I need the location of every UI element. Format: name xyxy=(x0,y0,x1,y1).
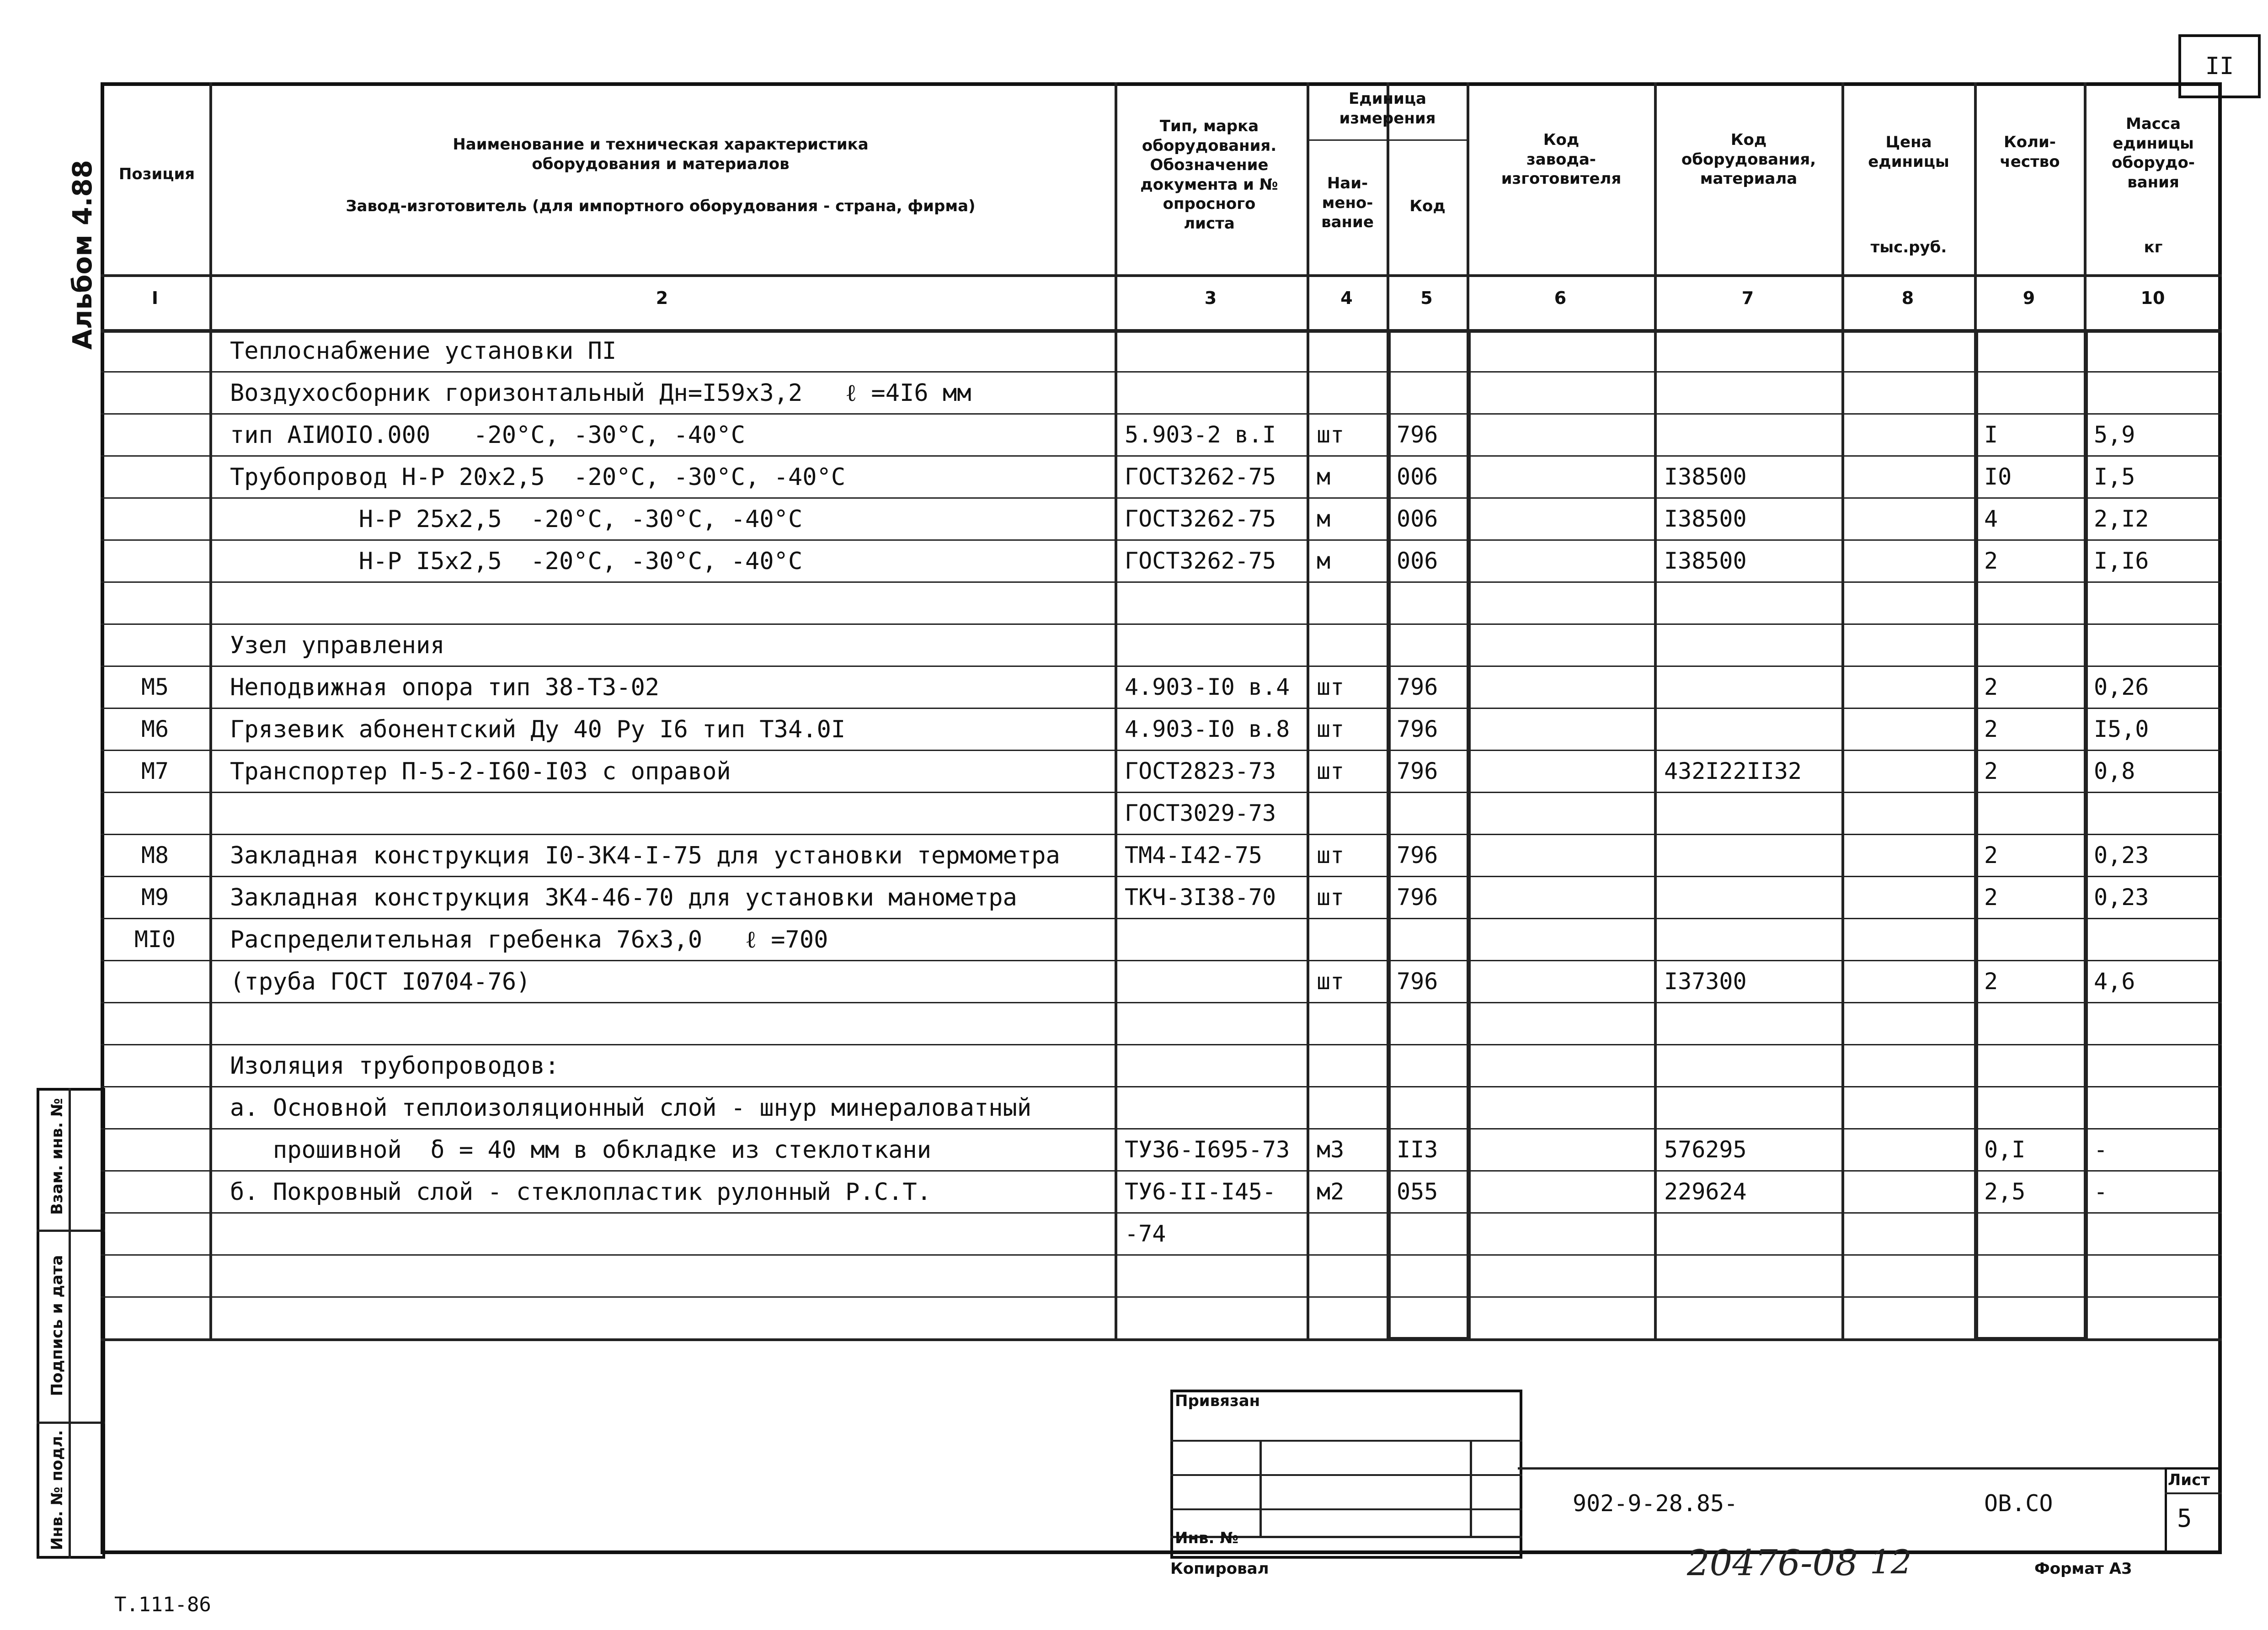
cell-material-code: I38500 xyxy=(1664,463,1747,490)
cell-unit: м xyxy=(1317,548,1331,574)
header-name: Наименование и техническая характеристика оборудования и материалов xyxy=(453,135,869,173)
cell-mass: I,5 xyxy=(2094,463,2135,490)
cell-unit-code: 006 xyxy=(1397,548,1438,574)
cell-position: М7 xyxy=(141,758,169,784)
cell-name: Воздухосборник горизонтальный Дн=I59x3,2 ℓ =4I6 мм xyxy=(230,379,971,407)
header-price: Цена единицы xyxy=(1868,133,1949,171)
cell-name: Трубопровод Н-Р 20x2,5 -20°С, -30°С, -40°С xyxy=(230,463,846,491)
cell-unit: м2 xyxy=(1317,1178,1345,1205)
cell-name: Транспортер П-5-2-I60-I03 с оправой xyxy=(230,758,731,785)
cell-name: Закладная конструкция 3К4-46-70 для установки манометра xyxy=(230,884,1017,911)
side-stamp-podpis: Подпись и дата xyxy=(48,1255,66,1396)
header-mass: Масса единицы оборудо- вания xyxy=(2112,115,2195,192)
cell-mass: 0,8 xyxy=(2094,758,2135,784)
cell-mass: 0,26 xyxy=(2094,674,2149,700)
cell-unit: шт xyxy=(1317,421,1345,448)
column-number: 2 xyxy=(656,288,668,308)
cell-name: Теплоснабжение установки ПI xyxy=(230,337,617,365)
cell-doc: ТКЧ-3I38-70 xyxy=(1125,884,1276,911)
cell-quantity: 2 xyxy=(1984,716,1998,742)
privyazan-label: Привязан xyxy=(1175,1392,1260,1410)
sheet-corner-number: II xyxy=(2205,53,2234,80)
cell-name: Узел управления xyxy=(230,632,445,659)
cell-doc: ТУ36-I695-73 xyxy=(1125,1136,1290,1163)
cell-quantity: 2 xyxy=(1984,674,1998,700)
cell-name: прошивной δ = 40 мм в обкладке из стеклоткани xyxy=(230,1136,932,1164)
handwritten-sheet: 12 xyxy=(1870,1543,1912,1581)
cell-unit: м xyxy=(1317,506,1331,532)
cell-doc: ГОСТ3262-75 xyxy=(1125,506,1276,532)
cell-name: а. Основной теплоизоляционный слой - шнур минераловатный xyxy=(230,1094,1032,1122)
cell-doc: -74 xyxy=(1125,1220,1166,1247)
cell-doc: 4.903-I0 в.8 xyxy=(1125,716,1290,742)
header-doc: Тип, марка оборудования. Обозначение документа и № опросного листа xyxy=(1140,117,1278,233)
cell-position: М6 xyxy=(141,716,169,742)
side-stamp-vzam: Взам. инв. № xyxy=(48,1098,66,1215)
cell-material-code: I38500 xyxy=(1664,548,1747,574)
cell-mass: 2,I2 xyxy=(2094,506,2149,532)
cell-unit-code: 055 xyxy=(1397,1178,1438,1205)
cell-name: б. Покровный слой - стеклопластик рулонный Р.С.Т. xyxy=(230,1178,932,1206)
cell-position: М5 xyxy=(141,674,169,700)
cell-mass: 0,23 xyxy=(2094,884,2149,911)
column-number: 8 xyxy=(1901,288,1914,308)
cell-doc: ГОСТ3262-75 xyxy=(1125,463,1276,490)
cell-quantity: I xyxy=(1984,421,1998,448)
cell-doc: 5.903-2 в.I xyxy=(1125,421,1276,448)
album-label: Альбом 4.88 xyxy=(67,160,98,350)
inv-no-label: Инв. № xyxy=(1175,1529,1239,1547)
cell-doc: ГОСТ3029-73 xyxy=(1125,800,1276,826)
cell-unit-code: 796 xyxy=(1397,421,1438,448)
cell-doc: ГОСТ2823-73 xyxy=(1125,758,1276,784)
form-code: Т.111-86 xyxy=(114,1593,211,1616)
cell-position: М9 xyxy=(141,884,169,911)
cell-unit: шт xyxy=(1317,716,1345,742)
cell-unit: шт xyxy=(1317,758,1345,784)
cell-quantity: I0 xyxy=(1984,463,2012,490)
header-mass-unit: кг xyxy=(2144,238,2163,256)
column-number: 6 xyxy=(1554,288,1567,308)
cell-unit-code: 796 xyxy=(1397,716,1438,742)
cell-quantity: 2 xyxy=(1984,842,1998,868)
column-number: 4 xyxy=(1340,288,1353,308)
cell-mass: I,I6 xyxy=(2094,548,2149,574)
cell-name: Неподвижная опора тип 38-Т3-02 xyxy=(230,674,660,701)
cell-material-code: I38500 xyxy=(1664,506,1747,532)
cell-mass: I5,0 xyxy=(2094,716,2149,742)
cell-doc: ГОСТ3262-75 xyxy=(1125,548,1276,574)
cell-mass: - xyxy=(2094,1178,2108,1205)
cell-position: М8 xyxy=(141,842,169,868)
cell-quantity: 2,5 xyxy=(1984,1178,2026,1205)
column-number: 7 xyxy=(1741,288,1754,308)
header-price-unit: тыс.руб. xyxy=(1870,238,1947,256)
column-number: 10 xyxy=(2140,288,2165,308)
cell-position: МI0 xyxy=(134,926,176,953)
document-suffix: ОВ.СО xyxy=(1984,1490,2053,1517)
cell-doc: ТУ6-II-I45- xyxy=(1125,1178,1276,1205)
cell-name: Н-Р 25x2,5 -20°С, -30°С, -40°С xyxy=(230,506,803,533)
header-quantity: Коли- чество xyxy=(2000,133,2060,171)
handwritten-number: 20476-08 xyxy=(1687,1543,1858,1584)
cell-name: тип АIИОIО.000 -20°С, -30°С, -40°С xyxy=(230,421,746,449)
cell-quantity: 4 xyxy=(1984,506,1998,532)
cell-material-code: 432I22II32 xyxy=(1664,758,1802,784)
side-stamp-inv: Инв. № подл. xyxy=(48,1430,66,1550)
cell-unit-code: 796 xyxy=(1397,884,1438,911)
column-number: 3 xyxy=(1204,288,1217,308)
cell-doc: ТМ4-I42-75 xyxy=(1125,842,1263,868)
cell-material-code: 229624 xyxy=(1664,1178,1747,1205)
cell-quantity: 2 xyxy=(1984,758,1998,784)
cell-name: Закладная конструкция I0-3К4-I-75 для установки термометра xyxy=(230,842,1060,869)
cell-quantity: 2 xyxy=(1984,548,1998,574)
cell-unit-code: 796 xyxy=(1397,758,1438,784)
column-number: 9 xyxy=(2023,288,2035,308)
list-number: 5 xyxy=(2177,1504,2192,1533)
cell-mass: 0,23 xyxy=(2094,842,2149,868)
cell-unit-code: 006 xyxy=(1397,463,1438,490)
cell-name: Н-Р I5x2,5 -20°С, -30°С, -40°С xyxy=(230,548,803,575)
cell-material-code: I37300 xyxy=(1664,968,1747,995)
cell-unit-code: II3 xyxy=(1397,1136,1438,1163)
cell-mass: 4,6 xyxy=(2094,968,2135,995)
cell-material-code: 576295 xyxy=(1664,1136,1747,1163)
cell-unit-code: 796 xyxy=(1397,674,1438,700)
header-position: Позиция xyxy=(118,165,195,183)
cell-unit: шт xyxy=(1317,842,1345,868)
header-factory-code: Код завода- изготовителя xyxy=(1501,131,1622,188)
cell-mass: - xyxy=(2094,1136,2108,1163)
cell-quantity: 2 xyxy=(1984,884,1998,911)
cell-unit-code: 006 xyxy=(1397,506,1438,532)
header-manufacturer: Завод-изготовитель (для импортного оборудования - страна, фирма) xyxy=(346,197,976,215)
kopiroval-label: Копировал xyxy=(1170,1560,1269,1578)
cell-name: Распределительная гребенка 76x3,0 ℓ =700 xyxy=(230,926,828,953)
cell-quantity: 2 xyxy=(1984,968,1998,995)
cell-name: (труба ГОСТ I0704-76) xyxy=(230,968,531,996)
document-code: 902-9-28.85- xyxy=(1573,1490,1738,1517)
cell-unit-code: 796 xyxy=(1397,842,1438,868)
header-material-code: Код оборудования, материала xyxy=(1681,131,1816,188)
list-label: Лист xyxy=(2168,1471,2210,1489)
cell-unit: м xyxy=(1317,463,1331,490)
cell-doc: 4.903-I0 в.4 xyxy=(1125,674,1290,700)
column-number: I xyxy=(151,288,159,308)
cell-mass: 5,9 xyxy=(2094,421,2135,448)
cell-unit-code: 796 xyxy=(1397,968,1438,995)
cell-unit: шт xyxy=(1317,968,1345,995)
header-unit-name: Наи- мено- вание xyxy=(1321,174,1374,231)
cell-name: Грязевик абонентский Ду 40 Ру I6 тип Т34.0I xyxy=(230,716,846,743)
header-unit-group: Единица измерения xyxy=(1339,90,1436,128)
header-unit-code: Код xyxy=(1409,197,1446,215)
cell-unit: шт xyxy=(1317,674,1345,700)
cell-name: Изоляция трубопроводов: xyxy=(230,1052,560,1080)
cell-quantity: 0,I xyxy=(1984,1136,2026,1163)
cell-unit: шт xyxy=(1317,884,1345,911)
format-label: Формат А3 xyxy=(2034,1560,2132,1578)
cell-unit: м3 xyxy=(1317,1136,1345,1163)
column-number: 5 xyxy=(1420,288,1433,308)
